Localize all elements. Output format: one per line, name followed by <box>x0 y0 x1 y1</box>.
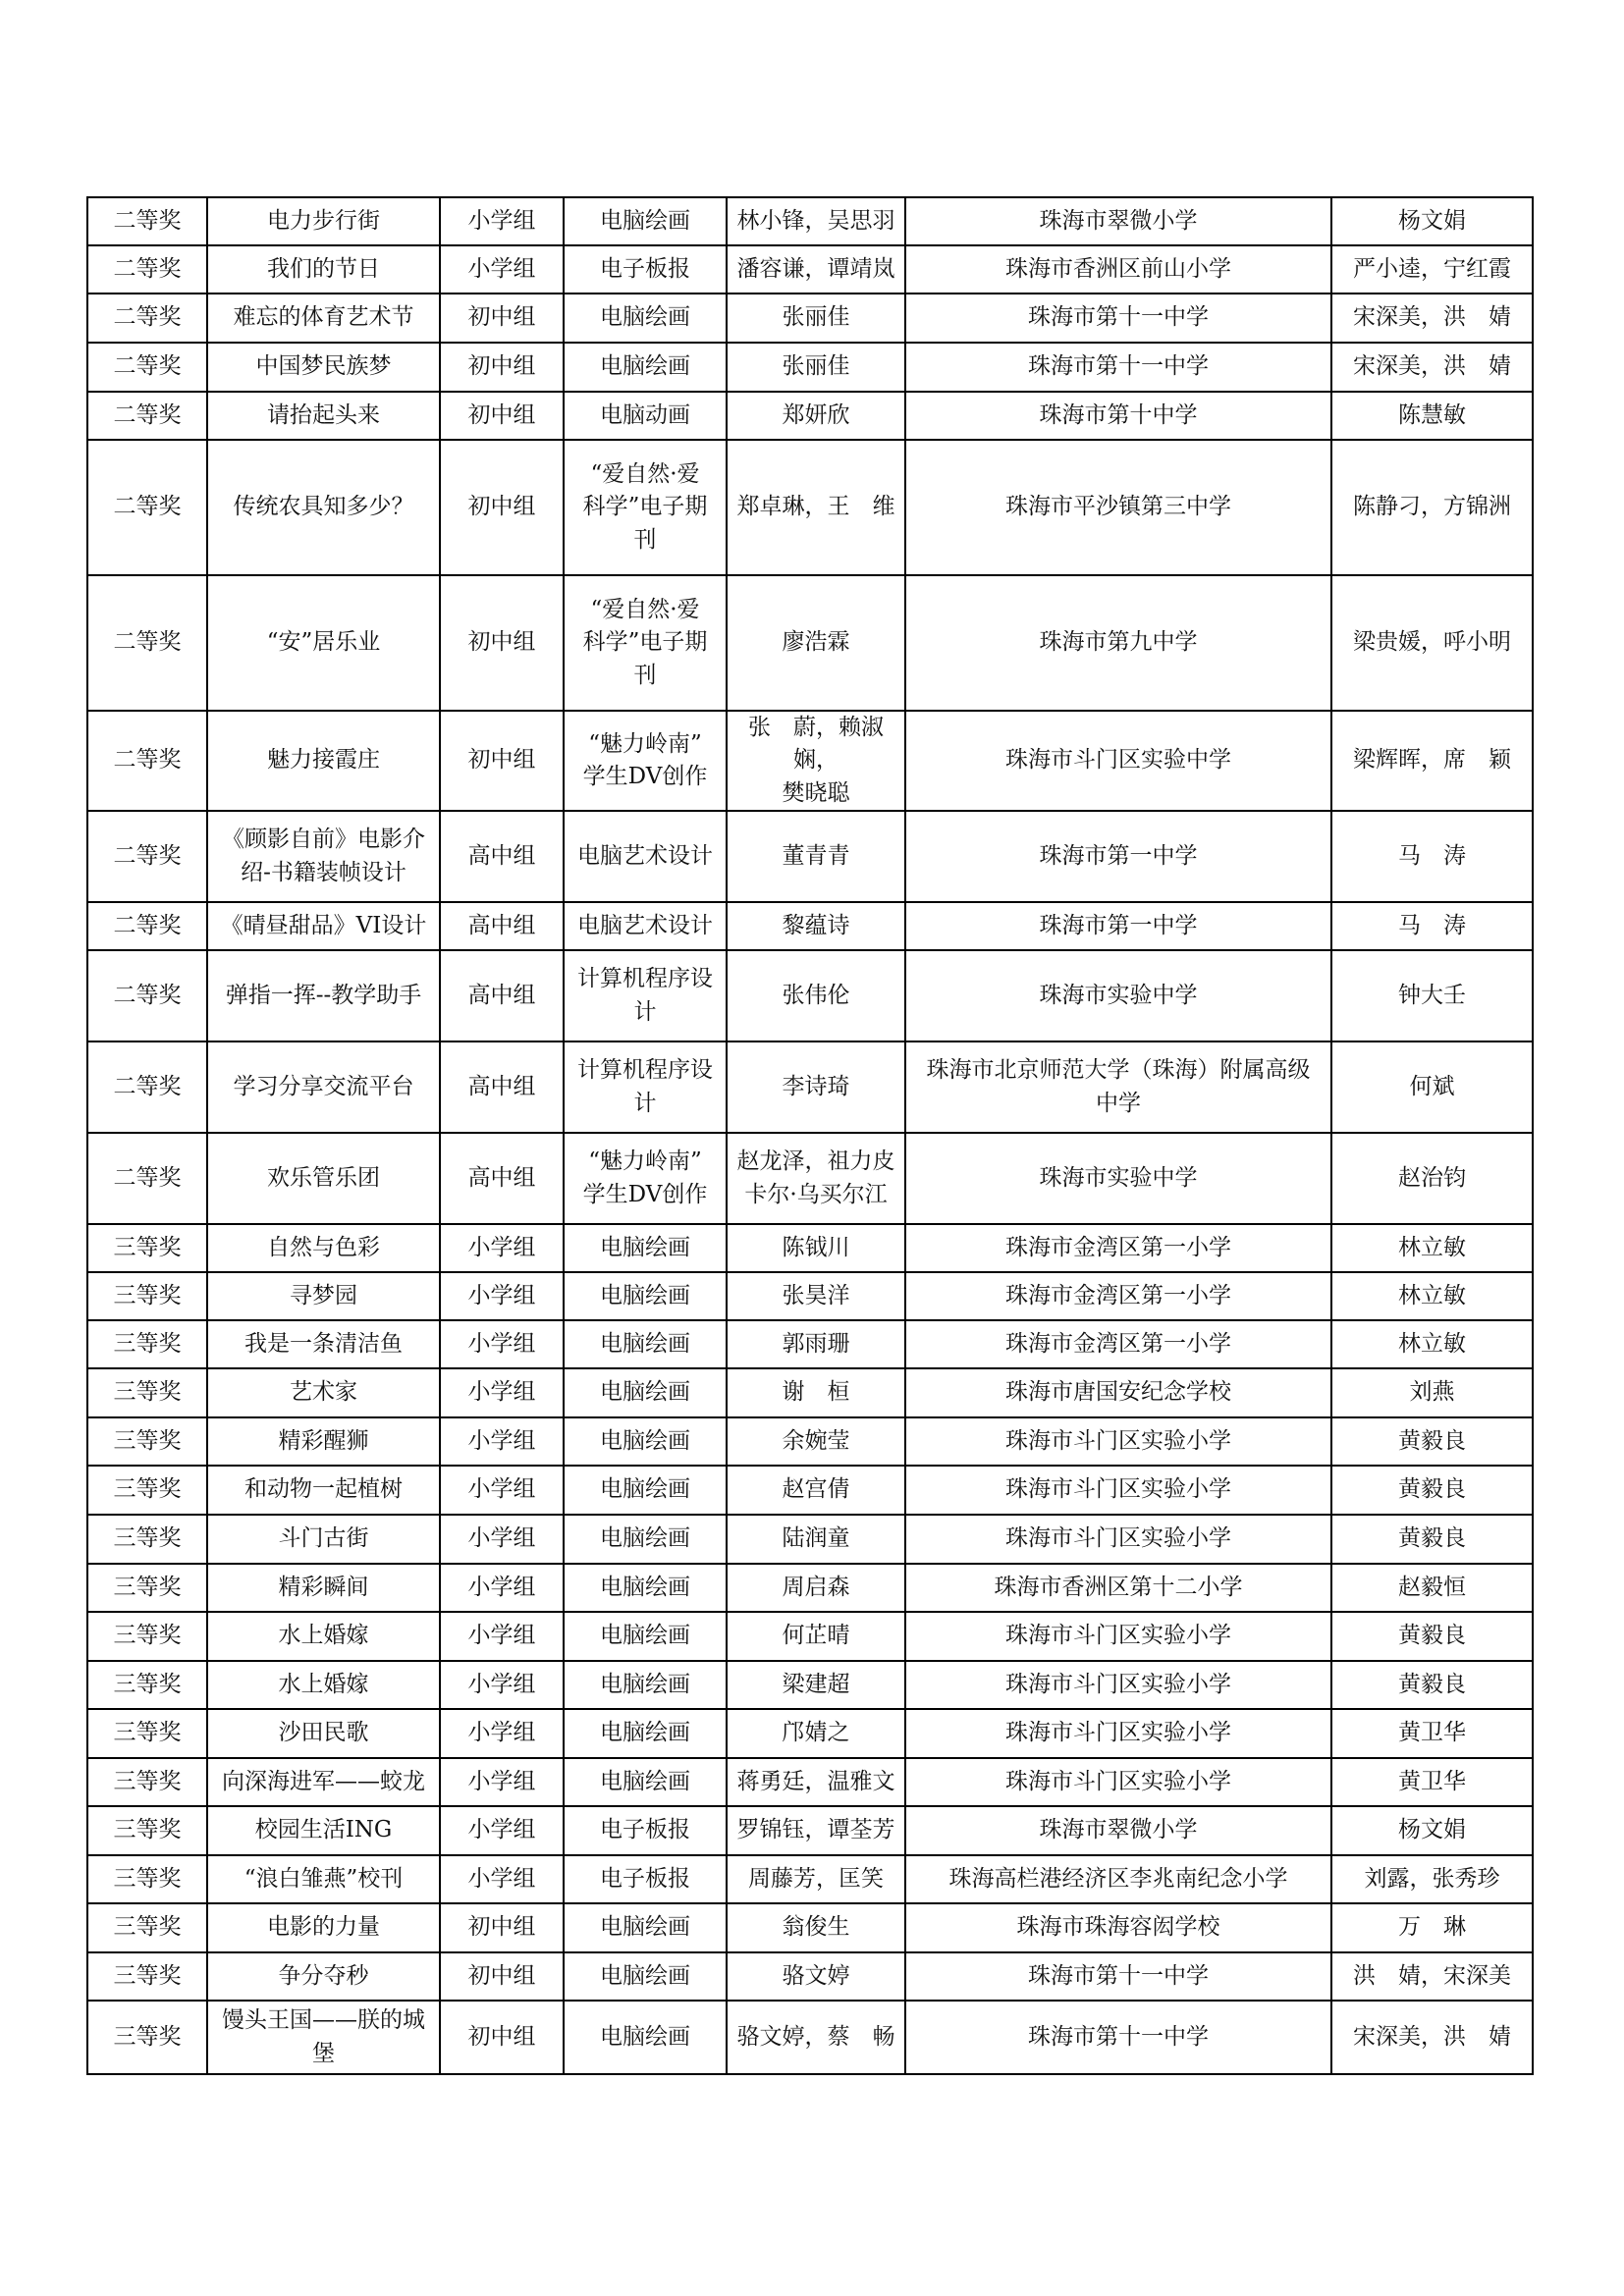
group-cell: 小学组 <box>440 1758 564 1806</box>
award-cell: 二等奖 <box>87 711 207 811</box>
table-row <box>87 1041 1533 1133</box>
author-cell: 郑卓琳，王 维 <box>727 440 905 575</box>
table-row <box>87 1272 1533 1320</box>
teacher-cell: 宋深美，洪 婧 <box>1331 2001 1533 2074</box>
teacher-cell: 黄毅良 <box>1331 1661 1533 1709</box>
award-cell: 三等奖 <box>87 1758 207 1806</box>
table-row <box>87 1612 1533 1661</box>
award-cell: 三等奖 <box>87 1952 207 2001</box>
teacher-cell: 刘露，张秀珍 <box>1331 1855 1533 1903</box>
school-cell: 珠海市斗门区实验小学 <box>905 1661 1331 1709</box>
category-cell: 电脑绘画 <box>564 1515 727 1564</box>
school-cell: 珠海市第一中学 <box>905 902 1331 950</box>
work-title-cell: 我是一条清洁鱼 <box>207 1320 440 1368</box>
author-cell: 陈钺川 <box>727 1224 905 1272</box>
award-cell: 二等奖 <box>87 440 207 575</box>
author-cell: 梁建超 <box>727 1661 905 1709</box>
school-cell: 珠海市香洲区第十二小学 <box>905 1564 1331 1612</box>
group-cell: 小学组 <box>440 1709 564 1758</box>
school-cell: 珠海市第十中学 <box>905 392 1331 440</box>
teacher-cell: 宋深美，洪 婧 <box>1331 343 1533 392</box>
work-title-cell: 弹指一挥--教学助手 <box>207 950 440 1041</box>
award-cell: 二等奖 <box>87 245 207 294</box>
group-cell: 小学组 <box>440 245 564 294</box>
award-cell: 二等奖 <box>87 950 207 1041</box>
author-cell: 余婉莹 <box>727 1417 905 1466</box>
table-row <box>87 1903 1533 1952</box>
group-cell: 小学组 <box>440 1806 564 1855</box>
category-cell: 电脑绘画 <box>564 1661 727 1709</box>
category-cell: 电脑绘画 <box>564 1758 727 1806</box>
award-cell: 二等奖 <box>87 811 207 902</box>
category-cell: “爱自然·爱 科学”电子期 刊 <box>564 440 727 575</box>
author-cell: 张伟伦 <box>727 950 905 1041</box>
teacher-cell: 钟大壬 <box>1331 950 1533 1041</box>
author-cell: 廖浩霖 <box>727 575 905 711</box>
group-cell: 小学组 <box>440 1612 564 1661</box>
author-cell: 潘容谦，谭靖岚 <box>727 245 905 294</box>
work-title-cell: 水上婚嫁 <box>207 1661 440 1709</box>
award-cell: 三等奖 <box>87 1612 207 1661</box>
work-title-cell: “浪白雏燕”校刊 <box>207 1855 440 1903</box>
category-cell: 电脑绘画 <box>564 1564 727 1612</box>
author-cell: 罗锦钰，谭荃芳 <box>727 1806 905 1855</box>
school-cell: 珠海市第一中学 <box>905 811 1331 902</box>
school-cell: 珠海市实验中学 <box>905 1133 1331 1224</box>
teacher-cell: 林立敏 <box>1331 1224 1533 1272</box>
category-cell: 电脑绘画 <box>564 1272 727 1320</box>
table-row <box>87 343 1533 392</box>
school-cell: 珠海市金湾区第一小学 <box>905 1320 1331 1368</box>
school-cell: 珠海市斗门区实验小学 <box>905 1466 1331 1515</box>
group-cell: 高中组 <box>440 1041 564 1133</box>
category-cell: 电脑绘画 <box>564 294 727 343</box>
group-cell: 小学组 <box>440 1515 564 1564</box>
work-title-cell: 魅力接霞庄 <box>207 711 440 811</box>
school-cell: 珠海市第九中学 <box>905 575 1331 711</box>
school-cell: 珠海市香洲区前山小学 <box>905 245 1331 294</box>
teacher-cell: 马 涛 <box>1331 902 1533 950</box>
school-cell: 珠海市第十一中学 <box>905 294 1331 343</box>
table-row <box>87 1952 1533 2001</box>
award-table-body <box>87 197 1533 2074</box>
work-title-cell: 欢乐管乐团 <box>207 1133 440 1224</box>
category-cell: 电脑绘画 <box>564 1903 727 1952</box>
author-cell: 周启森 <box>727 1564 905 1612</box>
work-title-cell: 学习分享交流平台 <box>207 1041 440 1133</box>
award-cell: 二等奖 <box>87 902 207 950</box>
teacher-cell: 何斌 <box>1331 1041 1533 1133</box>
category-cell: “爱自然·爱 科学”电子期 刊 <box>564 575 727 711</box>
author-cell: 张 蔚，赖淑娴， 樊晓聪 <box>727 711 905 811</box>
work-title-cell: 精彩醒狮 <box>207 1417 440 1466</box>
group-cell: 小学组 <box>440 1417 564 1466</box>
award-cell: 二等奖 <box>87 343 207 392</box>
school-cell: 珠海市第十一中学 <box>905 2001 1331 2074</box>
group-cell: 小学组 <box>440 1272 564 1320</box>
author-cell: 骆文婷，蔡 畅 <box>727 2001 905 2074</box>
author-cell: 董青青 <box>727 811 905 902</box>
table-row <box>87 1758 1533 1806</box>
award-cell: 三等奖 <box>87 1903 207 1952</box>
school-cell: 珠海市珠海容闳学校 <box>905 1903 1331 1952</box>
category-cell: 电脑绘画 <box>564 1224 727 1272</box>
table-row <box>87 1564 1533 1612</box>
work-title-cell: 精彩瞬间 <box>207 1564 440 1612</box>
group-cell: 初中组 <box>440 2001 564 2074</box>
author-cell: 黎蕴诗 <box>727 902 905 950</box>
award-cell: 三等奖 <box>87 1466 207 1515</box>
teacher-cell: 杨文娟 <box>1331 1806 1533 1855</box>
award-cell: 三等奖 <box>87 1709 207 1758</box>
group-cell: 小学组 <box>440 1564 564 1612</box>
author-cell: 邝婧之 <box>727 1709 905 1758</box>
teacher-cell: 黄毅良 <box>1331 1417 1533 1466</box>
table-row <box>87 1320 1533 1368</box>
school-cell: 珠海市金湾区第一小学 <box>905 1272 1331 1320</box>
work-title-cell: 请抬起头来 <box>207 392 440 440</box>
group-cell: 高中组 <box>440 950 564 1041</box>
category-cell: 电脑绘画 <box>564 2001 727 2074</box>
category-cell: 电脑绘画 <box>564 1952 727 2001</box>
award-cell: 三等奖 <box>87 1417 207 1466</box>
school-cell: 珠海市翠微小学 <box>905 1806 1331 1855</box>
author-cell: 谢 桓 <box>727 1368 905 1417</box>
school-cell: 珠海市第十一中学 <box>905 1952 1331 2001</box>
award-cell: 三等奖 <box>87 1855 207 1903</box>
table-row <box>87 294 1533 343</box>
author-cell: 张昊洋 <box>727 1272 905 1320</box>
group-cell: 小学组 <box>440 1855 564 1903</box>
school-cell: 珠海高栏港经济区李兆南纪念小学 <box>905 1855 1331 1903</box>
school-cell: 珠海市斗门区实验小学 <box>905 1758 1331 1806</box>
school-cell: 珠海市唐国安纪念学校 <box>905 1368 1331 1417</box>
award-cell: 二等奖 <box>87 575 207 711</box>
group-cell: 高中组 <box>440 902 564 950</box>
table-row <box>87 1133 1533 1224</box>
work-title-cell: 水上婚嫁 <box>207 1612 440 1661</box>
award-cell: 二等奖 <box>87 392 207 440</box>
group-cell: 小学组 <box>440 1320 564 1368</box>
school-cell: 珠海市实验中学 <box>905 950 1331 1041</box>
award-cell: 三等奖 <box>87 1368 207 1417</box>
author-cell: 林小锋，吴思羽 <box>727 197 905 245</box>
work-title-cell: 斗门古街 <box>207 1515 440 1564</box>
table-row <box>87 575 1533 711</box>
author-cell: 蒋勇廷，温雅文 <box>727 1758 905 1806</box>
category-cell: 电脑绘画 <box>564 1417 727 1466</box>
award-cell: 二等奖 <box>87 1133 207 1224</box>
work-title-cell: 我们的节日 <box>207 245 440 294</box>
category-cell: 电脑艺术设计 <box>564 902 727 950</box>
category-cell: 计算机程序设 计 <box>564 950 727 1041</box>
work-title-cell: 沙田民歌 <box>207 1709 440 1758</box>
category-cell: 电脑绘画 <box>564 1709 727 1758</box>
school-cell: 珠海市翠微小学 <box>905 197 1331 245</box>
table-row <box>87 1709 1533 1758</box>
award-cell: 三等奖 <box>87 2001 207 2074</box>
group-cell: 高中组 <box>440 811 564 902</box>
table-row <box>87 1855 1533 1903</box>
category-cell: 电脑绘画 <box>564 197 727 245</box>
teacher-cell: 刘燕 <box>1331 1368 1533 1417</box>
group-cell: 小学组 <box>440 197 564 245</box>
group-cell: 小学组 <box>440 1368 564 1417</box>
author-cell: 李诗琦 <box>727 1041 905 1133</box>
category-cell: 电脑绘画 <box>564 1320 727 1368</box>
teacher-cell: 黄毅良 <box>1331 1466 1533 1515</box>
award-cell: 三等奖 <box>87 1224 207 1272</box>
table-row <box>87 1417 1533 1466</box>
award-cell: 三等奖 <box>87 1320 207 1368</box>
group-cell: 小学组 <box>440 1466 564 1515</box>
work-title-cell: “安”居乐业 <box>207 575 440 711</box>
category-cell: 计算机程序设 计 <box>564 1041 727 1133</box>
award-cell: 三等奖 <box>87 1272 207 1320</box>
category-cell: 电脑动画 <box>564 392 727 440</box>
group-cell: 小学组 <box>440 1224 564 1272</box>
work-title-cell: 向深海进军——蛟龙 <box>207 1758 440 1806</box>
award-cell: 三等奖 <box>87 1564 207 1612</box>
school-cell: 珠海市斗门区实验中学 <box>905 711 1331 811</box>
award-cell: 二等奖 <box>87 294 207 343</box>
author-cell: 张丽佳 <box>727 343 905 392</box>
table-row <box>87 392 1533 440</box>
teacher-cell: 黄毅良 <box>1331 1612 1533 1661</box>
school-cell: 珠海市斗门区实验小学 <box>905 1417 1331 1466</box>
table-row <box>87 197 1533 245</box>
school-cell: 珠海市平沙镇第三中学 <box>905 440 1331 575</box>
author-cell: 郑妍欣 <box>727 392 905 440</box>
group-cell: 初中组 <box>440 1952 564 2001</box>
group-cell: 高中组 <box>440 1133 564 1224</box>
category-cell: 电子板报 <box>564 245 727 294</box>
category-cell: 电脑绘画 <box>564 343 727 392</box>
table-row <box>87 1368 1533 1417</box>
school-cell: 珠海市北京师范大学（珠海）附属高级 中学 <box>905 1041 1331 1133</box>
table-row <box>87 1661 1533 1709</box>
author-cell: 郭雨珊 <box>727 1320 905 1368</box>
teacher-cell: 梁贵媛，呼小明 <box>1331 575 1533 711</box>
teacher-cell: 黄卫华 <box>1331 1758 1533 1806</box>
teacher-cell: 黄卫华 <box>1331 1709 1533 1758</box>
work-title-cell: 自然与色彩 <box>207 1224 440 1272</box>
author-cell: 陆润童 <box>727 1515 905 1564</box>
table-row <box>87 902 1533 950</box>
teacher-cell: 宋深美，洪 婧 <box>1331 294 1533 343</box>
table-row <box>87 811 1533 902</box>
work-title-cell: 《顾影自前》电影介 绍-书籍装帧设计 <box>207 811 440 902</box>
author-cell: 周藤芳，匡笑 <box>727 1855 905 1903</box>
teacher-cell: 洪 婧，宋深美 <box>1331 1952 1533 2001</box>
award-cell: 三等奖 <box>87 1806 207 1855</box>
category-cell: 电脑绘画 <box>564 1612 727 1661</box>
teacher-cell: 严小逵，宁红霞 <box>1331 245 1533 294</box>
work-title-cell: 中国梦民族梦 <box>207 343 440 392</box>
work-title-cell: 《晴昼甜品》VI设计 <box>207 902 440 950</box>
teacher-cell: 万 琳 <box>1331 1903 1533 1952</box>
work-title-cell: 艺术家 <box>207 1368 440 1417</box>
category-cell: 电子板报 <box>564 1855 727 1903</box>
teacher-cell: 林立敏 <box>1331 1320 1533 1368</box>
category-cell: 电脑绘画 <box>564 1466 727 1515</box>
group-cell: 初中组 <box>440 575 564 711</box>
work-title-cell: 和动物一起植树 <box>207 1466 440 1515</box>
school-cell: 珠海市金湾区第一小学 <box>905 1224 1331 1272</box>
category-cell: 电脑绘画 <box>564 1368 727 1417</box>
author-cell: 赵龙泽，祖力皮 卡尔·乌买尔江 <box>727 1133 905 1224</box>
teacher-cell: 黄毅良 <box>1331 1515 1533 1564</box>
teacher-cell: 杨文娟 <box>1331 197 1533 245</box>
teacher-cell: 梁辉晖，席 颖 <box>1331 711 1533 811</box>
category-cell: “魅力岭南” 学生DV创作 <box>564 1133 727 1224</box>
table-row <box>87 950 1533 1041</box>
teacher-cell: 赵毅恒 <box>1331 1564 1533 1612</box>
teacher-cell: 马 涛 <box>1331 811 1533 902</box>
award-cell: 三等奖 <box>87 1661 207 1709</box>
table-row <box>87 440 1533 575</box>
work-title-cell: 馒头王国——朕的城 堡 <box>207 2001 440 2074</box>
work-title-cell: 寻梦园 <box>207 1272 440 1320</box>
award-results-table <box>86 196 1534 2075</box>
table-row <box>87 1466 1533 1515</box>
category-cell: “魅力岭南” 学生DV创作 <box>564 711 727 811</box>
group-cell: 小学组 <box>440 1661 564 1709</box>
category-cell: 电脑艺术设计 <box>564 811 727 902</box>
category-cell: 电子板报 <box>564 1806 727 1855</box>
teacher-cell: 赵治钧 <box>1331 1133 1533 1224</box>
table-row <box>87 711 1533 811</box>
table-row <box>87 245 1533 294</box>
table-row <box>87 2001 1533 2074</box>
teacher-cell: 陈慧敏 <box>1331 392 1533 440</box>
work-title-cell: 校园生活ING <box>207 1806 440 1855</box>
work-title-cell: 难忘的体育艺术节 <box>207 294 440 343</box>
work-title-cell: 电影的力量 <box>207 1903 440 1952</box>
author-cell: 翁俊生 <box>727 1903 905 1952</box>
group-cell: 初中组 <box>440 343 564 392</box>
table-row <box>87 1806 1533 1855</box>
school-cell: 珠海市斗门区实验小学 <box>905 1612 1331 1661</box>
author-cell: 赵宫倩 <box>727 1466 905 1515</box>
author-cell: 何芷晴 <box>727 1612 905 1661</box>
group-cell: 初中组 <box>440 711 564 811</box>
group-cell: 初中组 <box>440 1903 564 1952</box>
school-cell: 珠海市第十一中学 <box>905 343 1331 392</box>
group-cell: 初中组 <box>440 392 564 440</box>
school-cell: 珠海市斗门区实验小学 <box>905 1709 1331 1758</box>
teacher-cell: 林立敏 <box>1331 1272 1533 1320</box>
group-cell: 初中组 <box>440 294 564 343</box>
work-title-cell: 电力步行街 <box>207 197 440 245</box>
award-cell: 二等奖 <box>87 197 207 245</box>
teacher-cell: 陈静刁，方锦洲 <box>1331 440 1533 575</box>
award-cell: 三等奖 <box>87 1515 207 1564</box>
table-row <box>87 1224 1533 1272</box>
author-cell: 张丽佳 <box>727 294 905 343</box>
work-title-cell: 争分夺秒 <box>207 1952 440 2001</box>
author-cell: 骆文婷 <box>727 1952 905 2001</box>
table-row <box>87 1515 1533 1564</box>
award-cell: 二等奖 <box>87 1041 207 1133</box>
group-cell: 初中组 <box>440 440 564 575</box>
school-cell: 珠海市斗门区实验小学 <box>905 1515 1331 1564</box>
work-title-cell: 传统农具知多少？ <box>207 440 440 575</box>
